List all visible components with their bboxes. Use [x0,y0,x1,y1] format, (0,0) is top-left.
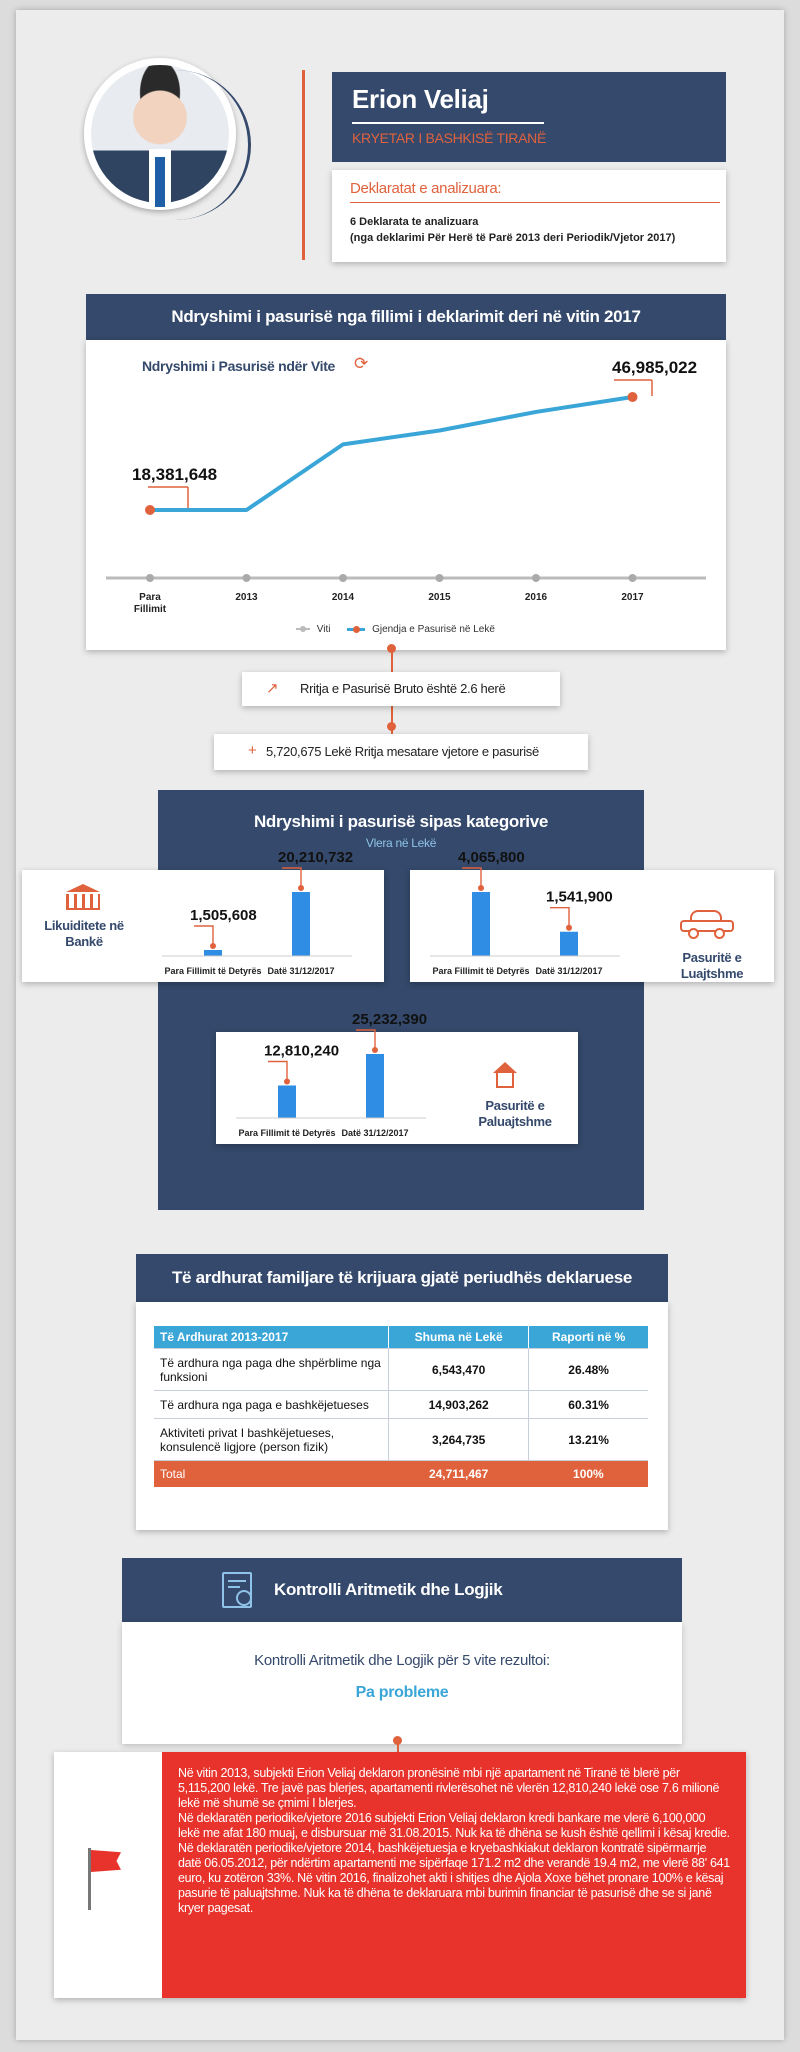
wealth-line-chart [86,340,726,650]
declarations-card [332,170,726,262]
bar-callout [194,926,213,946]
bar-callout [462,868,481,888]
control-card [122,1622,682,1744]
trend-up-icon: ↗ [266,680,279,697]
bar-value-label: 1,505,608 [190,907,257,924]
annual-text: 5,720,675 Lekë Rritja mesatare vjetore e pasurisë [266,744,539,759]
note-3: Në deklaratën periodike/vjetore 2014, bashkëjetuesja e kryebashkiakut deklaron kontratë sipërmarrje datë 06.05.2012, për ndërtim apartamenti me sipërfaqe 171.2 m2 dhe verandë 19.4 m2, me vlerë 88' 641 euro, ku zotëron 33%. Në vitin 2016, finalizohet akti i shitjes dhe Ajola Xoxe bëhet pronare 100% e kësaj pasurie të paluajtshme. Nuk ka të dhëna te deklaruara mbi burimin financiar të pasurisë dhe se si janë kryer pagesat. [178,1841,730,1915]
bar [560,932,578,956]
wealth-point [628,392,638,402]
income-col-amount: Shuma në Lekë [389,1326,529,1349]
x-tick-label: 2016 [524,592,548,603]
plus-icon: + [248,742,257,759]
refresh-icon: ⟳ [354,354,369,373]
income-header [136,1254,668,1302]
bar [278,1086,296,1118]
bar-value-label: 25,232,390 [352,1011,428,1028]
x-tick-label: 2015 [428,592,451,603]
x-tick-dot [436,574,444,582]
categories-panel [158,790,644,1210]
bar-callout [268,1062,287,1082]
categories-title: Ndryshimi i pasurisë sipas kategorive [253,812,549,831]
bar-category-label: Para Fillimit të Detyrës [238,1128,336,1138]
table-row [154,1349,648,1391]
income-total-label: Total [160,1466,186,1481]
income-row-pct: 13.21% [529,1419,648,1461]
table-row [154,1419,648,1461]
bar-callout-dot [284,1079,290,1085]
x-tick-label: Para [139,592,161,603]
immovable-bar-chart [216,1011,456,1144]
bar [292,892,310,956]
wealth-chart-subtitle: Ndryshimi i Pasurisë ndër Vite [142,358,336,374]
legend [296,624,495,635]
income-row-label: Të ardhura nga paga e bashkëjetueses [154,1391,389,1419]
name-underline [352,122,544,124]
x-tick-dot [532,574,540,582]
growth-stat [242,672,560,706]
profile-role: KRYETAR I BASHKISË TIRANË [352,130,547,146]
income-row-pct: 60.31% [529,1391,648,1419]
profile-arc [78,70,251,220]
income-title: Të ardhurat familjare të krijuara gjatë periudhës deklaruese [171,1268,633,1287]
name-card [332,72,726,162]
x-tick-dot [146,574,154,582]
wealth-chart-header [86,294,726,340]
control-text: Kontrolli Aritmetik dhe Logjik për 5 vite rezultoi: [254,1652,550,1669]
x-tick-label: 2014 [331,592,355,603]
bar-callout-dot [372,1047,378,1053]
profile-divider [302,70,305,260]
bar-value-label: 4,065,800 [458,849,525,866]
bar-value-label: 1,541,900 [546,888,613,906]
income-table [154,1326,648,1487]
document-search-icon [222,1572,252,1608]
income-col-pct: Raporti në % [529,1326,648,1349]
connector-dot [387,644,396,653]
note-1: Në vitin 2013, subjekti Erion Veliaj deklaron pronësinë mbi një apartament në Tiranë të blerë për 5,115,200 lekë. Tre javë pas blerjes, apartamenti rivlerësohet në vlerën 12,810,240 lekë ose 7.6 milionë lekë më shumë se çmimi I blerjes. [178,1766,720,1810]
bar-callout-dot [478,885,484,891]
movable-label: Pasuritë e Luajtshme [680,950,744,981]
growth-text: Rritja e Pasurisë Bruto është 2.6 herë [300,681,506,696]
income-total-amount: 24,711,467 [428,1466,489,1481]
liquid-label: Likuiditete në Bankë [44,918,124,949]
x-tick-label: 2017 [621,592,644,603]
note-2: Në deklaratën periodike/vjetore 2016 subjekti Erion Veliaj deklaron kredi bankare me vlerë 6,100,000 lekë me afat 180 muaj, e disbursuar më 31.08.2015. Nuk ka të dhëna se kush është qellimi i kësaj kredie. [178,1811,730,1840]
table-row [154,1391,648,1419]
end-value-label: 46,985,022 [612,358,698,377]
income-row-pct: 26.48% [529,1349,648,1391]
legend-series-icon [347,628,365,631]
declarations-range: (nga deklarimi Për Herë të Parë 2013 deri Periodik/Vjetor 2017) [350,232,676,244]
categories-subtitle: Vlera në Lekë [365,836,437,850]
wealth-chart-card [86,340,726,650]
liquid-bar-chart [142,849,382,982]
income-row-amount: 14,903,262 [389,1391,529,1419]
income-total-row [154,1461,648,1487]
bar-callout-dot [210,943,216,949]
control-header [122,1558,682,1622]
wealth-chart-title: Ndryshimi i pasurisë nga fillimi i deklarimit deri në vitin 2017 [171,307,641,326]
immovable-card [216,1011,578,1144]
income-table-header [154,1326,648,1349]
bar [204,950,222,956]
bar-callout-dot [298,885,304,891]
liquid-card [22,849,384,982]
income-row-amount: 3,264,735 [389,1419,529,1461]
bar-category-label: Para Fillimit të Detyrës [164,966,262,976]
house-icon [490,1062,520,1092]
title-underline [350,202,720,203]
declarations-title: Deklaratat e analizuara: [350,180,502,197]
x-tick-label: Fillimit [133,604,167,615]
movable-bar-chart [410,849,650,982]
x-tick-dot [243,574,251,582]
wealth-point [145,505,155,515]
bar-callout [282,868,301,888]
control-result: Pa probleme [355,1684,449,1701]
bar-value-label: 20,210,732 [278,849,354,866]
bar-category-label: Para Fillimit të Detyrës [432,966,530,976]
income-total-pct: 100% [573,1466,604,1481]
wealth-series-line [150,397,633,510]
bar-callout [550,908,569,928]
bar-category-label: Datë 31/12/2017 [267,966,335,976]
income-row-amount: 6,543,470 [389,1349,529,1391]
notes-card [54,1752,746,1998]
connector-dot [393,1736,402,1745]
flag-icon [84,1848,124,1914]
legend-year-label: Viti [316,624,331,635]
bar-value-label: 12,810,240 [264,1042,340,1060]
bar-category-label: Datë 31/12/2017 [341,1128,409,1138]
x-tick-dot [339,574,347,582]
immovable-label: Pasuritë e Paluajtshme [478,1098,552,1129]
income-row-label: Të ardhura nga paga dhe shpërblime nga funksioni [154,1349,389,1391]
start-value-label: 18,381,648 [132,465,218,484]
legend-series-label: Gjendja e Pasurisë në Lekë [372,624,495,635]
legend-year-icon [296,628,310,630]
income-card [136,1302,668,1530]
car-icon [680,910,734,932]
profile-name: Erion Veliaj [352,84,489,114]
movable-card [410,849,774,982]
bar-callout [356,1030,375,1050]
bar [472,892,490,956]
x-tick-label: 2013 [235,592,258,603]
infographic-sheet [16,10,784,2040]
control-title: Kontrolli Aritmetik dhe Logjik [274,1580,503,1599]
connector-dot [387,722,396,731]
bar [366,1054,384,1118]
bar-callout-dot [566,925,572,931]
declarations-count: 6 Deklarata te analizuara [350,216,479,228]
bar-category-label: Datë 31/12/2017 [535,966,603,976]
annual-stat [214,734,588,770]
x-tick-dot [629,574,637,582]
income-row-label: Aktiviteti privat I bashkëjetueses, konsulencë ligjore (person fizik) [154,1419,389,1461]
bank-icon [66,884,100,912]
income-col-label: Të Ardhurat 2013-2017 [154,1326,389,1349]
notes-body [162,1752,746,1998]
